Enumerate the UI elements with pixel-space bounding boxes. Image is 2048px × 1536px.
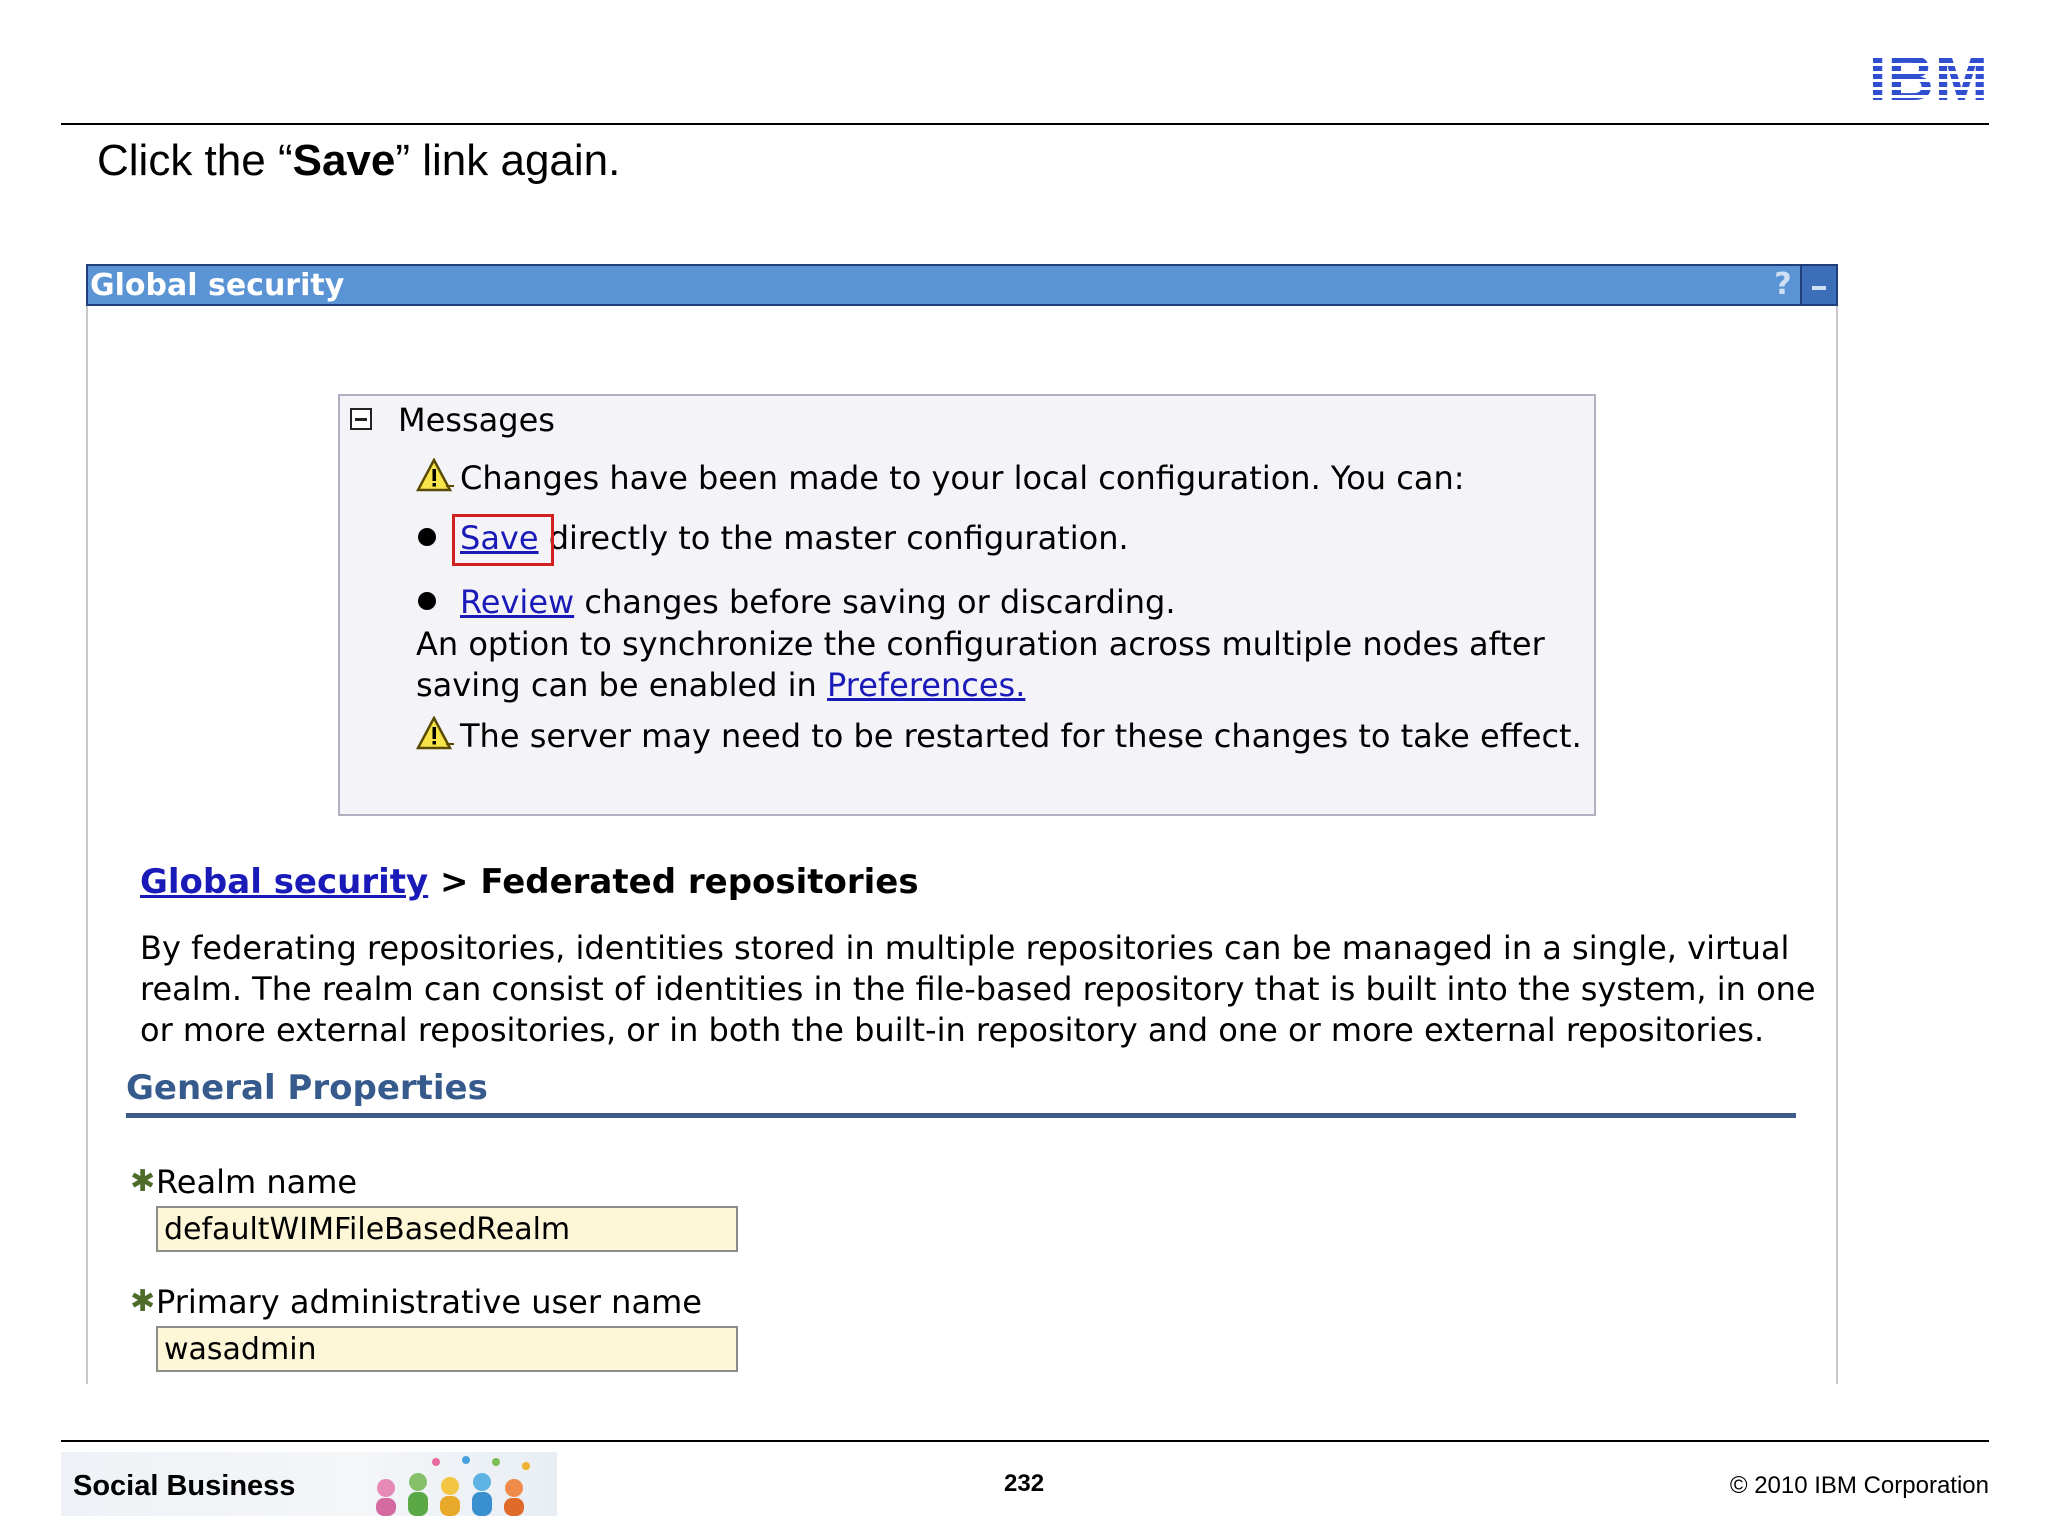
breadcrumb-current: Federated repositories bbox=[480, 862, 919, 902]
bullet bbox=[418, 528, 436, 546]
ibm-logo: IBM bbox=[1855, 50, 1989, 106]
panel-header bbox=[86, 264, 1838, 306]
warning-restart-text: The server may need to be restarted for these changes to take effect. bbox=[460, 717, 1582, 755]
slide-title bbox=[97, 136, 620, 186]
admin-user-label-text: Primary administrative user name bbox=[156, 1283, 702, 1321]
slide-title-suffix: ” link again. bbox=[395, 136, 621, 185]
admin-user-input[interactable] bbox=[156, 1326, 738, 1372]
warning-changes-text: Changes have been made to your local configuration. You can: bbox=[460, 459, 1465, 497]
realm-name-input[interactable] bbox=[156, 1206, 738, 1252]
panel-title: Global security bbox=[90, 268, 345, 303]
warning-icon bbox=[416, 716, 456, 752]
section-divider bbox=[126, 1113, 1796, 1118]
messages-heading: Messages bbox=[398, 401, 555, 439]
required-icon: ✱ bbox=[130, 1284, 156, 1319]
review-line bbox=[460, 582, 1176, 622]
admin-user-label bbox=[130, 1282, 702, 1322]
breadcrumb-separator: > bbox=[428, 862, 481, 902]
help-icon[interactable]: ? bbox=[1774, 267, 1792, 302]
breadcrumb-global-security-link[interactable]: Global security bbox=[140, 862, 429, 902]
required-icon: ✱ bbox=[130, 1164, 156, 1199]
global-security-panel bbox=[86, 264, 1838, 1384]
realm-name-label-text: Realm name bbox=[156, 1163, 358, 1201]
realm-name-label bbox=[130, 1162, 357, 1202]
save-link[interactable]: Save bbox=[460, 519, 539, 557]
copyright: © 2010 IBM Corporation bbox=[1729, 1472, 1989, 1499]
sync-text-line-1: An option to synchronize the configuration across multiple nodes after bbox=[416, 625, 1545, 663]
footer-banner bbox=[61, 1452, 557, 1516]
slide-title-bold: Save bbox=[292, 136, 396, 185]
bullet bbox=[418, 592, 436, 610]
breadcrumb bbox=[140, 860, 919, 904]
page-number: 232 bbox=[1004, 1470, 1045, 1497]
sync-text-line-2 bbox=[416, 665, 1025, 705]
review-line-text: changes before saving or discarding. bbox=[574, 583, 1176, 621]
general-properties-title: General Properties bbox=[126, 1068, 488, 1108]
preferences-link[interactable]: Preferences. bbox=[827, 666, 1026, 704]
review-link[interactable]: Review bbox=[460, 583, 575, 621]
footer-rule bbox=[61, 1440, 1989, 1442]
people-illustration bbox=[366, 1452, 556, 1516]
minimize-icon[interactable] bbox=[1800, 266, 1836, 304]
save-line-text: directly to the master configuration. bbox=[538, 519, 1129, 557]
collapse-icon[interactable] bbox=[350, 408, 372, 430]
warning-icon bbox=[416, 458, 456, 494]
footer-brand: Social Business bbox=[73, 1470, 296, 1502]
slide-title-prefix: Click the “ bbox=[97, 136, 293, 185]
page-description: By federating repositories, identities stored in multiple repositories can be managed in a single, virtual realm. The realm can consist of identities in the file-based repository that is built into the system, in one or more external repositories, or in both the built-in repository and one or more external repositories. bbox=[140, 929, 1816, 1049]
messages-box bbox=[338, 394, 1596, 816]
header-rule bbox=[61, 123, 1989, 125]
save-line bbox=[460, 518, 1129, 558]
sync-text-prefix: saving can be enabled in bbox=[416, 666, 827, 704]
